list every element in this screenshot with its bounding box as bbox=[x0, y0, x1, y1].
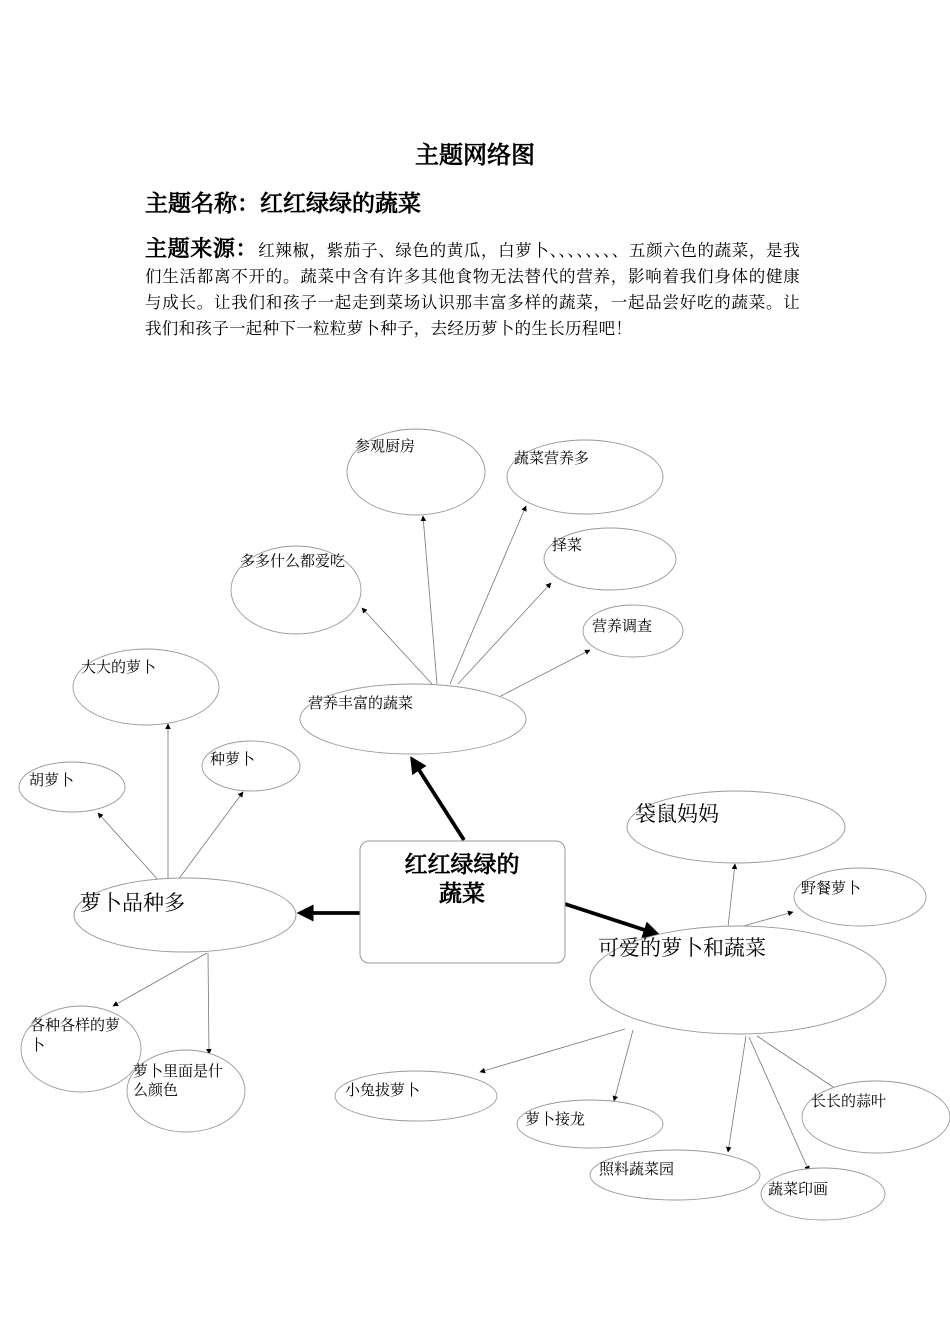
label-radish-chain: 萝卜接龙 bbox=[525, 1110, 586, 1128]
label-nutrition-branch: 营养丰富的蔬菜 bbox=[308, 694, 414, 712]
node-picnic-radish bbox=[794, 868, 926, 926]
label-garlic-leaves: 长长的蒜叶 bbox=[811, 1092, 887, 1110]
arrow-to-cute bbox=[565, 904, 657, 934]
theme-source-label: 主题来源： bbox=[145, 236, 259, 262]
connector-to-nutrition-facts bbox=[450, 506, 526, 684]
connector-to-radish-chain bbox=[614, 1030, 633, 1101]
theme-source-text: 红辣椒，紫茄子、绿色的黄瓜，白萝卜、、、、、、、、五颜六色的蔬菜，是我们生活都离不开的。蔬菜中含有许多其他食物无法替代的营养，影响着我们身体的健康与成长。让我们和孩子一起走到菜场认识那丰富多样的蔬菜，一起品尝好吃的蔬菜。让我们和孩子一起种下一粒粒萝卜种子，去经历萝卜的生长历程吧！ bbox=[145, 241, 800, 338]
label-nutrition-facts: 蔬菜营养多 bbox=[514, 449, 590, 467]
theme-name: 主题名称：红红绿绿的蔬菜 bbox=[145, 190, 421, 217]
label-carrot: 胡萝卜 bbox=[29, 771, 75, 789]
label-big-radish: 大大的萝卜 bbox=[81, 658, 157, 676]
label-vegetable-print: 蔬菜印画 bbox=[768, 1180, 829, 1198]
connector-to-plant-radish bbox=[178, 792, 243, 880]
label-nutrition-survey: 营养调查 bbox=[592, 617, 653, 635]
label-various-radish-line2: 卜 bbox=[30, 1036, 46, 1054]
label-picnic-radish: 野餐萝卜 bbox=[801, 879, 862, 897]
connector-to-various-radish bbox=[113, 953, 207, 1006]
label-radish-inside-line2: 么颜色 bbox=[133, 1081, 179, 1099]
label-kangaroo-mom: 袋鼠妈妈 bbox=[635, 802, 719, 826]
connector-to-vegetable-print bbox=[749, 1037, 809, 1171]
label-visit-kitchen: 参观厨房 bbox=[355, 437, 416, 455]
connector-to-carrot bbox=[98, 813, 160, 882]
nutrition-connectors bbox=[362, 506, 590, 697]
connector-to-bunny bbox=[480, 1029, 625, 1072]
label-cute-branch: 可爱的萝卜和蔬菜 bbox=[598, 936, 766, 960]
center-title-line1: 红红绿绿的 bbox=[404, 852, 520, 878]
arrow-to-nutrition bbox=[412, 759, 464, 840]
page-title: 主题网络图 bbox=[415, 140, 535, 169]
label-pick-vegetables: 择菜 bbox=[552, 536, 583, 554]
connector-to-garlic-leaves bbox=[757, 1036, 842, 1093]
label-radish-types-branch: 萝卜品种多 bbox=[80, 891, 185, 915]
connector-to-kangaroo-mom bbox=[728, 864, 735, 927]
connector-to-picnic-radish bbox=[740, 912, 793, 927]
label-bunny: 小兔拔萝卜 bbox=[345, 1081, 421, 1099]
connector-to-radish-inside bbox=[208, 953, 209, 1054]
center-title-line2: 蔬菜 bbox=[439, 881, 485, 907]
node-radish-types-branch bbox=[74, 878, 296, 952]
label-radish-inside-line1: 萝卜里面是什 bbox=[133, 1062, 224, 1080]
connector-to-visit-kitchen bbox=[423, 516, 437, 684]
label-duoduo: 多多什么都爱吃 bbox=[240, 552, 346, 570]
connector-to-vegetable-garden bbox=[728, 1036, 746, 1152]
label-various-radish-line1: 各种各样的萝 bbox=[30, 1016, 121, 1034]
label-plant-radish: 种萝卜 bbox=[210, 750, 256, 768]
connector-to-nutrition-survey bbox=[499, 650, 590, 697]
connector-to-duoduo bbox=[362, 608, 432, 684]
label-vegetable-garden: 照料蔬菜园 bbox=[599, 1160, 675, 1178]
